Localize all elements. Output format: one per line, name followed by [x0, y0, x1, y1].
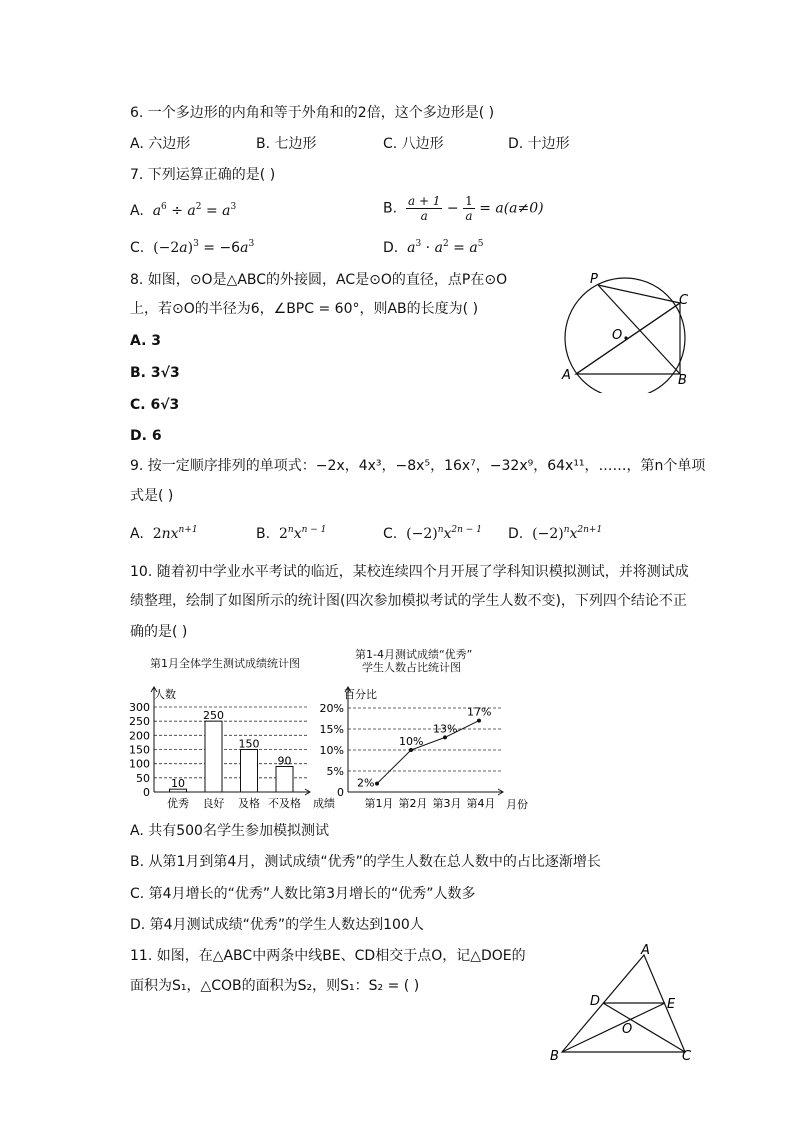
q6-option-c: C. 八边形 — [383, 136, 444, 152]
q9-option-a: A. $2nx^{n+1}$ — [130, 525, 198, 542]
q6-option-d: D. 十边形 — [508, 136, 570, 152]
q9-option-b: B. $2^nx^{n - 1}$ — [256, 525, 327, 542]
label-e: E — [667, 997, 676, 1012]
line-chart-xlabel: 月份 — [506, 798, 528, 811]
q8-option-b: B. 3√3 — [130, 365, 180, 381]
line-chart — [318, 686, 533, 812]
line-value-label: 10% — [399, 735, 424, 748]
circle-o — [565, 278, 685, 393]
label-d: D — [590, 994, 601, 1009]
q10-stem-line3: 确的是( ) — [130, 624, 188, 640]
q6-option-b: B. 七边形 — [256, 136, 317, 152]
q9-option-c: C. $(-2)^nx^{2n - 1}$ — [383, 525, 482, 542]
line-category-label: 第1月 — [364, 797, 394, 810]
q10-stem-line2: 绩整理，绘制了如图所示的统计图(四次参加模拟考试的学生人数不变)，下列四个结论不正 — [130, 593, 687, 609]
q10-stem-line1: 10. 随着初中学业水平考试的临近，某校连续四个月开展了学科知识模拟测试，并将测试成 — [130, 564, 689, 580]
line-chart-ytick: 10% — [319, 744, 344, 757]
median-be — [562, 1003, 665, 1052]
label-a: A — [641, 943, 650, 958]
bar-4 — [276, 767, 293, 793]
line-value-label: 2% — [357, 776, 375, 790]
bar-chart-title: 第1月全体学生测试成绩统计图 — [150, 657, 300, 670]
bar-chart-ytick: 0 — [143, 786, 150, 799]
label-c: C — [682, 1049, 692, 1064]
line-chart-title: 第1-4月测试成绩“优秀” — [355, 648, 473, 661]
bar-chart-xlabel: 成绩 — [313, 797, 335, 810]
chord-pc — [598, 285, 680, 303]
bar-category-label: 不及格 — [268, 797, 301, 810]
q9-stem-line1: 9. 按一定顺序排列的单项式：−2x，4x³，−8x⁵，16x⁷，−32x⁹，64x¹¹，……，第n个单项 — [130, 458, 706, 474]
q10-option-d: D. 第4月测试成绩“优秀”的学生人数达到100人 — [130, 917, 424, 933]
q7-option-b: B. $\frac{a + 1}{a}$ − $\frac{1}{a}$ = a(a≠0) — [383, 194, 544, 223]
bar-2 — [205, 721, 222, 792]
bar-chart — [128, 686, 343, 812]
center-point — [624, 336, 627, 339]
q8-stem-line1: 8. 如图，⊙O是△ABC的外接圆，AC是⊙O的直径，点P在⊙O — [130, 272, 508, 288]
bar-value-label: 90 — [277, 754, 292, 768]
label-b: B — [550, 1049, 559, 1064]
bar-chart-ylabel: 人数 — [154, 688, 176, 701]
bar-chart-ytick: 100 — [129, 757, 150, 771]
q8-option-a: A. 3 — [130, 333, 162, 349]
q8-circle-figure — [555, 268, 705, 393]
bar-value-label: 150 — [238, 737, 260, 751]
line-chart-ytick: 20% — [319, 702, 344, 715]
line-series — [377, 721, 479, 784]
q9-stem-line2: 式是( ) — [130, 488, 174, 504]
q6-stem: 6. 一个多边形的内角和等于外角和的2倍，这个多边形是( ) — [130, 105, 495, 121]
bar-category-label: 优秀 — [167, 797, 189, 810]
label-c: C — [679, 293, 689, 308]
line-point-4 — [477, 719, 481, 723]
q11-stem-line1: 11. 如图，在△ABC中两条中线BE、CD相交于点O，记△DOE的 — [130, 948, 526, 964]
chord-pb — [598, 285, 680, 374]
q6-option-a: A. 六边形 — [130, 136, 191, 152]
line-category-label: 第3月 — [432, 797, 462, 810]
line-point-2 — [409, 748, 413, 752]
bar-chart-ytick: 250 — [129, 715, 150, 729]
line-value-label: 13% — [433, 722, 458, 736]
q7-stem: 7. 下列运算正确的是( ) — [130, 167, 276, 183]
bar-3 — [241, 750, 258, 793]
q8-option-d: D. 6 — [130, 428, 162, 444]
line-chart-ytick: 0 — [337, 786, 344, 799]
line-chart-subtitle: 学生人数占比统计图 — [362, 661, 461, 674]
bar-value-label: 10 — [171, 777, 185, 791]
q10-option-a: A. 共有500名学生参加模拟测试 — [130, 823, 329, 839]
bar-chart-ytick: 50 — [136, 771, 150, 785]
label-o: O — [612, 328, 623, 343]
bar-chart-ytick: 150 — [129, 743, 150, 757]
q10-option-c: C. 第4月增长的“优秀”人数比第3月增长的“优秀”人数多 — [130, 886, 476, 902]
q11-stem-line2: 面积为S₁，△COB的面积为S₂，则S₁：S₂ = ( ) — [130, 978, 420, 994]
line-chart-ytick: 5% — [326, 765, 344, 778]
q7-option-c: C. $(-2a)^3 = -6a^3$ — [130, 239, 255, 256]
label-b: B — [678, 373, 687, 388]
q9-option-d: D. $(-2)^nx^{2n+1}$ — [508, 525, 603, 542]
bar-category-label: 及格 — [238, 797, 260, 810]
q8-option-c: C. 6√3 — [130, 397, 180, 413]
bar-chart-ytick: 300 — [129, 701, 150, 714]
q11-triangle-figure — [545, 942, 705, 1067]
line-category-label: 第4月 — [466, 797, 496, 810]
line-point-1 — [375, 782, 379, 786]
line-chart-ylabel: 百分比 — [344, 688, 377, 701]
line-chart-ytick: 15% — [319, 723, 344, 736]
line-point-3 — [443, 735, 447, 739]
q7-option-d: D. $a^3 \cdot a^2 = a^5$ — [383, 239, 484, 256]
bar-chart-ytick: 200 — [129, 729, 150, 743]
diameter-ac — [576, 303, 680, 374]
q8-stem-line2: 上，若⊙O的半径为6，∠BPC = 60°，则AB的长度为( ) — [130, 301, 479, 317]
label-a: A — [562, 368, 571, 383]
line-value-label: 17% — [467, 705, 492, 719]
line-category-label: 第2月 — [398, 797, 428, 810]
bar-category-label: 良好 — [202, 797, 225, 810]
q10-option-b: B. 从第1月到第4月，测试成绩“优秀”的学生人数在总人数中的占比逐渐增长 — [130, 854, 601, 870]
label-p: P — [590, 272, 598, 287]
bar-value-label: 250 — [203, 709, 224, 723]
q7-option-a: A. $a^6 \div a^2 = a^3$ — [130, 202, 237, 219]
label-o: O — [622, 1022, 633, 1037]
